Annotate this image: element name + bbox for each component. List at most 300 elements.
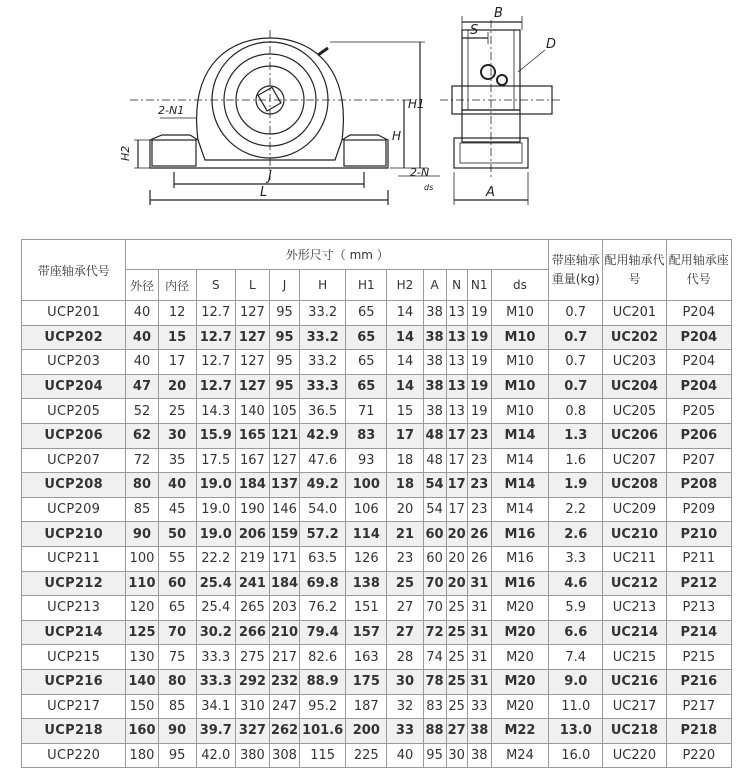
table-cell: 12.7 bbox=[196, 325, 235, 350]
header-col: N bbox=[446, 270, 467, 301]
table-cell: 0.7 bbox=[549, 325, 603, 350]
table-cell: 65 bbox=[346, 325, 387, 350]
table-cell: 327 bbox=[235, 719, 269, 744]
header-bearing-code: 配用轴承代号 bbox=[603, 240, 666, 301]
cell-model: UCP209 bbox=[22, 497, 126, 522]
table-cell: 180 bbox=[126, 743, 158, 768]
label-A: A bbox=[486, 185, 495, 200]
table-cell: 95 bbox=[269, 350, 299, 375]
table-cell: UC201 bbox=[603, 301, 666, 326]
table-cell: P214 bbox=[666, 620, 731, 645]
table-cell: 19 bbox=[467, 374, 491, 399]
table-cell: 33.2 bbox=[300, 301, 346, 326]
table-cell: 310 bbox=[235, 694, 269, 719]
table-cell: 163 bbox=[346, 645, 387, 670]
table-cell: P209 bbox=[666, 497, 731, 522]
table-row bbox=[22, 620, 732, 645]
table-cell: 40 bbox=[158, 473, 196, 498]
cell-model: UCP201 bbox=[22, 301, 126, 326]
table-cell: 14 bbox=[387, 374, 423, 399]
table-cell: 38 bbox=[423, 350, 446, 375]
table-cell: M20 bbox=[491, 645, 548, 670]
table-cell: 95 bbox=[269, 374, 299, 399]
table-row bbox=[22, 374, 732, 399]
table-row bbox=[22, 694, 732, 719]
table-cell: 262 bbox=[269, 719, 299, 744]
table-cell: UC209 bbox=[603, 497, 666, 522]
table-cell: 33.3 bbox=[196, 669, 235, 694]
table-row bbox=[22, 448, 732, 473]
table-cell: 27 bbox=[387, 620, 423, 645]
table-cell: 203 bbox=[269, 596, 299, 621]
label-S: S bbox=[470, 23, 479, 38]
table-cell: 167 bbox=[235, 448, 269, 473]
cell-model: UCP211 bbox=[22, 546, 126, 571]
table-cell: 30.2 bbox=[196, 620, 235, 645]
table-cell: 38 bbox=[423, 374, 446, 399]
table-row bbox=[22, 522, 732, 547]
table-cell: P204 bbox=[666, 350, 731, 375]
table-cell: 1.6 bbox=[549, 448, 603, 473]
table-cell: 25 bbox=[446, 620, 467, 645]
table-cell: 4.6 bbox=[549, 571, 603, 596]
table-cell: 54 bbox=[423, 473, 446, 498]
table-cell: 30 bbox=[446, 743, 467, 768]
table-cell: 114 bbox=[346, 522, 387, 547]
table-cell: 38 bbox=[467, 719, 491, 744]
table-row bbox=[22, 719, 732, 744]
table-cell: 140 bbox=[235, 399, 269, 424]
table-cell: M10 bbox=[491, 399, 548, 424]
pillow-block-drawing bbox=[0, 0, 752, 235]
table-cell: 31 bbox=[467, 571, 491, 596]
table-cell: 32 bbox=[387, 694, 423, 719]
table-cell: 69.8 bbox=[300, 571, 346, 596]
table-cell: 80 bbox=[126, 473, 158, 498]
table-cell: 247 bbox=[269, 694, 299, 719]
table-cell: 25 bbox=[446, 694, 467, 719]
table-cell: 80 bbox=[158, 669, 196, 694]
front-right-foot bbox=[344, 140, 386, 166]
table-cell: 146 bbox=[269, 497, 299, 522]
table-cell: 25 bbox=[446, 645, 467, 670]
table-cell: 18 bbox=[387, 448, 423, 473]
front-keyway bbox=[258, 87, 281, 111]
header-col: S bbox=[196, 270, 235, 301]
table-cell: M16 bbox=[491, 522, 548, 547]
table-cell: 140 bbox=[126, 669, 158, 694]
table-cell: 82.6 bbox=[300, 645, 346, 670]
table-cell: P220 bbox=[666, 743, 731, 768]
technical-drawing bbox=[0, 0, 752, 235]
cell-model: UCP218 bbox=[22, 719, 126, 744]
table-cell: 165 bbox=[235, 423, 269, 448]
table-cell: 33.2 bbox=[300, 350, 346, 375]
table-cell: 127 bbox=[235, 325, 269, 350]
table-cell: 30 bbox=[158, 423, 196, 448]
table-cell: 15 bbox=[387, 399, 423, 424]
table-cell: M14 bbox=[491, 497, 548, 522]
table-cell: 12.7 bbox=[196, 301, 235, 326]
cell-model: UCP202 bbox=[22, 325, 126, 350]
table-cell: 171 bbox=[269, 546, 299, 571]
table-cell: 31 bbox=[467, 645, 491, 670]
table-cell: 33.2 bbox=[300, 325, 346, 350]
table-cell: 23 bbox=[467, 497, 491, 522]
table-cell: 83 bbox=[423, 694, 446, 719]
table-cell: 187 bbox=[346, 694, 387, 719]
table-cell: 0.7 bbox=[549, 350, 603, 375]
table-cell: 55 bbox=[158, 546, 196, 571]
table-cell: 23 bbox=[467, 423, 491, 448]
table-cell: UC215 bbox=[603, 645, 666, 670]
table-cell: 27 bbox=[387, 596, 423, 621]
table-cell: 13 bbox=[446, 301, 467, 326]
table-row bbox=[22, 301, 732, 326]
table-cell: 200 bbox=[346, 719, 387, 744]
table-cell: 159 bbox=[269, 522, 299, 547]
table-cell: 12 bbox=[158, 301, 196, 326]
table-cell: 275 bbox=[235, 645, 269, 670]
table-cell: 126 bbox=[346, 546, 387, 571]
table-cell: 137 bbox=[269, 473, 299, 498]
label-H2: H2 bbox=[119, 145, 132, 161]
table-cell: 217 bbox=[269, 645, 299, 670]
table-row bbox=[22, 350, 732, 375]
table-cell: 48 bbox=[423, 423, 446, 448]
table-cell: 76.2 bbox=[300, 596, 346, 621]
table-cell: 19 bbox=[467, 325, 491, 350]
table-row bbox=[22, 743, 732, 768]
table-cell: 27 bbox=[446, 719, 467, 744]
cell-model: UCP205 bbox=[22, 399, 126, 424]
label-2-N1: 2-N1 bbox=[158, 104, 185, 117]
table-row bbox=[22, 325, 732, 350]
table-cell: 40 bbox=[387, 743, 423, 768]
label-J: J bbox=[268, 169, 272, 184]
table-cell: 70 bbox=[158, 620, 196, 645]
label-H: H bbox=[392, 129, 402, 143]
table-row bbox=[22, 669, 732, 694]
cell-model: UCP213 bbox=[22, 596, 126, 621]
cell-model: UCP216 bbox=[22, 669, 126, 694]
table-cell: 31 bbox=[467, 620, 491, 645]
label-2-N: 2-N bbox=[410, 166, 430, 179]
cell-model: UCP206 bbox=[22, 423, 126, 448]
table-cell: 85 bbox=[158, 694, 196, 719]
table-cell: UC210 bbox=[603, 522, 666, 547]
table-cell: P206 bbox=[666, 423, 731, 448]
table-cell: 26 bbox=[467, 546, 491, 571]
table-cell: 17.5 bbox=[196, 448, 235, 473]
table-cell: 23 bbox=[387, 546, 423, 571]
table-cell: M14 bbox=[491, 448, 548, 473]
table-cell: 17 bbox=[446, 423, 467, 448]
table-cell: 225 bbox=[346, 743, 387, 768]
table-cell: M20 bbox=[491, 669, 548, 694]
table-cell: 184 bbox=[269, 571, 299, 596]
table-cell: UC208 bbox=[603, 473, 666, 498]
table-row bbox=[22, 596, 732, 621]
table-cell: 175 bbox=[346, 669, 387, 694]
table-cell: 22.2 bbox=[196, 546, 235, 571]
table-cell: 93 bbox=[346, 448, 387, 473]
table-cell: 17 bbox=[446, 448, 467, 473]
table-cell: 72 bbox=[423, 620, 446, 645]
table-cell: 36.5 bbox=[300, 399, 346, 424]
table-cell: 70 bbox=[423, 571, 446, 596]
table-cell: 54 bbox=[423, 497, 446, 522]
table-cell: 0.7 bbox=[549, 301, 603, 326]
table-cell: 110 bbox=[126, 571, 158, 596]
table-cell: 17 bbox=[446, 497, 467, 522]
table-cell: 7.4 bbox=[549, 645, 603, 670]
cell-model: UCP217 bbox=[22, 694, 126, 719]
table-cell: 47.6 bbox=[300, 448, 346, 473]
table-cell: 42.0 bbox=[196, 743, 235, 768]
table-cell: M20 bbox=[491, 596, 548, 621]
table-cell: 17 bbox=[158, 350, 196, 375]
table-cell: 40 bbox=[126, 350, 158, 375]
table-cell: 9.0 bbox=[549, 669, 603, 694]
cell-model: UCP207 bbox=[22, 448, 126, 473]
table-cell: 2.2 bbox=[549, 497, 603, 522]
table-cell: 2.6 bbox=[549, 522, 603, 547]
table-cell: UC204 bbox=[603, 374, 666, 399]
table-cell: 52 bbox=[126, 399, 158, 424]
table-cell: P208 bbox=[666, 473, 731, 498]
table-cell: UC216 bbox=[603, 669, 666, 694]
table-cell: 125 bbox=[126, 620, 158, 645]
table-cell: M14 bbox=[491, 423, 548, 448]
table-cell: P213 bbox=[666, 596, 731, 621]
cell-model: UCP214 bbox=[22, 620, 126, 645]
table-cell: 14 bbox=[387, 301, 423, 326]
header-housing-code: 配用轴承座代号 bbox=[666, 240, 731, 301]
table-cell: 38 bbox=[467, 743, 491, 768]
table-cell: M10 bbox=[491, 325, 548, 350]
table-cell: M20 bbox=[491, 620, 548, 645]
table-cell: 48 bbox=[423, 448, 446, 473]
table-cell: P217 bbox=[666, 694, 731, 719]
table-cell: 42.9 bbox=[300, 423, 346, 448]
header-col: N1 bbox=[467, 270, 491, 301]
table-cell: 19.0 bbox=[196, 497, 235, 522]
table-cell: 1.9 bbox=[549, 473, 603, 498]
table-cell: UC213 bbox=[603, 596, 666, 621]
table-cell: M10 bbox=[491, 350, 548, 375]
table-cell: 45 bbox=[158, 497, 196, 522]
table-cell: 85 bbox=[126, 497, 158, 522]
table-cell: 101.6 bbox=[300, 719, 346, 744]
table-cell: 83 bbox=[346, 423, 387, 448]
table-cell: 17 bbox=[446, 473, 467, 498]
table-cell: 60 bbox=[158, 571, 196, 596]
table-cell: M24 bbox=[491, 743, 548, 768]
table-cell: 33.3 bbox=[196, 645, 235, 670]
table-cell: 31 bbox=[467, 596, 491, 621]
header-col: 内径 bbox=[158, 270, 196, 301]
table-cell: 0.8 bbox=[549, 399, 603, 424]
table-cell: 25 bbox=[446, 596, 467, 621]
label-ds: ds bbox=[424, 183, 434, 192]
header-dims-group: 外形尺寸（ mm ） bbox=[126, 240, 549, 270]
table-cell: 12.7 bbox=[196, 350, 235, 375]
table-cell: P218 bbox=[666, 719, 731, 744]
header-model: 带座轴承代号 bbox=[22, 240, 126, 301]
table-cell: 20 bbox=[387, 497, 423, 522]
table-cell: UC203 bbox=[603, 350, 666, 375]
header-col: ds bbox=[491, 270, 548, 301]
table-cell: 49.2 bbox=[300, 473, 346, 498]
table-cell: 88 bbox=[423, 719, 446, 744]
table-cell: 74 bbox=[423, 645, 446, 670]
table-row bbox=[22, 546, 732, 571]
table-cell: 57.2 bbox=[300, 522, 346, 547]
table-cell: 138 bbox=[346, 571, 387, 596]
table-cell: 380 bbox=[235, 743, 269, 768]
table-cell: 23 bbox=[467, 448, 491, 473]
label-D: D bbox=[546, 37, 557, 52]
table-cell: 47 bbox=[126, 374, 158, 399]
table-cell: UC220 bbox=[603, 743, 666, 768]
table-cell: 79.4 bbox=[300, 620, 346, 645]
cell-model: UCP203 bbox=[22, 350, 126, 375]
table-row bbox=[22, 571, 732, 596]
table-cell: 14.3 bbox=[196, 399, 235, 424]
table-cell: 35 bbox=[158, 448, 196, 473]
table-cell: 39.7 bbox=[196, 719, 235, 744]
table-cell: 38 bbox=[423, 399, 446, 424]
table-cell: 100 bbox=[126, 546, 158, 571]
header-col: A bbox=[423, 270, 446, 301]
table-cell: 14 bbox=[387, 325, 423, 350]
table-cell: 33.3 bbox=[300, 374, 346, 399]
table-cell: M14 bbox=[491, 473, 548, 498]
table-cell: UC211 bbox=[603, 546, 666, 571]
table-cell: 23 bbox=[467, 473, 491, 498]
cell-model: UCP208 bbox=[22, 473, 126, 498]
table-cell: 30 bbox=[387, 669, 423, 694]
table-cell: 38 bbox=[423, 301, 446, 326]
label-B: B bbox=[494, 6, 503, 21]
table-cell: 25 bbox=[446, 669, 467, 694]
table-cell: 1.3 bbox=[549, 423, 603, 448]
table-cell: 25 bbox=[158, 399, 196, 424]
table-cell: M16 bbox=[491, 546, 548, 571]
table-cell: P204 bbox=[666, 325, 731, 350]
table-cell: UC205 bbox=[603, 399, 666, 424]
table-cell: 14 bbox=[387, 350, 423, 375]
table-cell: 65 bbox=[346, 301, 387, 326]
table-cell: 19.0 bbox=[196, 522, 235, 547]
table-cell: P207 bbox=[666, 448, 731, 473]
table-cell: 12.7 bbox=[196, 374, 235, 399]
table-cell: 0.7 bbox=[549, 374, 603, 399]
table-cell: 13 bbox=[446, 350, 467, 375]
table-cell: 5.9 bbox=[549, 596, 603, 621]
table-cell: 38 bbox=[423, 325, 446, 350]
table-cell: P204 bbox=[666, 301, 731, 326]
table-cell: 20 bbox=[446, 522, 467, 547]
table-cell: 95.2 bbox=[300, 694, 346, 719]
table-cell: 65 bbox=[346, 350, 387, 375]
table-cell: 63.5 bbox=[300, 546, 346, 571]
table-cell: 11.0 bbox=[549, 694, 603, 719]
table-cell: 33 bbox=[387, 719, 423, 744]
table-cell: 150 bbox=[126, 694, 158, 719]
table-cell: UC212 bbox=[603, 571, 666, 596]
label-H1: H1 bbox=[408, 97, 425, 111]
table-cell: M10 bbox=[491, 301, 548, 326]
header-col: H1 bbox=[346, 270, 387, 301]
table-cell: 34.1 bbox=[196, 694, 235, 719]
dim-D-leader bbox=[518, 50, 545, 72]
table-cell: 28 bbox=[387, 645, 423, 670]
table-cell: 130 bbox=[126, 645, 158, 670]
table-cell: UC218 bbox=[603, 719, 666, 744]
table-cell: M22 bbox=[491, 719, 548, 744]
table-cell: 120 bbox=[126, 596, 158, 621]
table-cell: 25 bbox=[387, 571, 423, 596]
table-row bbox=[22, 645, 732, 670]
table-cell: 33 bbox=[467, 694, 491, 719]
table-cell: 95 bbox=[423, 743, 446, 768]
table-cell: 65 bbox=[346, 374, 387, 399]
table-cell: UC207 bbox=[603, 448, 666, 473]
table-cell: 72 bbox=[126, 448, 158, 473]
table-cell: 13 bbox=[446, 399, 467, 424]
table-cell: 60 bbox=[423, 522, 446, 547]
header-col: L bbox=[235, 270, 269, 301]
table-cell: 232 bbox=[269, 669, 299, 694]
table-cell: UC206 bbox=[603, 423, 666, 448]
table-cell: 95 bbox=[269, 301, 299, 326]
table-cell: 3.3 bbox=[549, 546, 603, 571]
table-cell: 266 bbox=[235, 620, 269, 645]
front-left-foot bbox=[152, 140, 196, 166]
cell-model: UCP220 bbox=[22, 743, 126, 768]
cell-model: UCP210 bbox=[22, 522, 126, 547]
table-cell: 184 bbox=[235, 473, 269, 498]
table-row bbox=[22, 497, 732, 522]
cell-model: UCP204 bbox=[22, 374, 126, 399]
table-cell: 127 bbox=[235, 350, 269, 375]
table-cell: 127 bbox=[235, 374, 269, 399]
table-cell: 219 bbox=[235, 546, 269, 571]
table-cell: P212 bbox=[666, 571, 731, 596]
table-cell: 20 bbox=[446, 571, 467, 596]
table-cell: 62 bbox=[126, 423, 158, 448]
table-cell: 70 bbox=[423, 596, 446, 621]
table-cell: 31 bbox=[467, 669, 491, 694]
table-cell: 105 bbox=[269, 399, 299, 424]
header-col: J bbox=[269, 270, 299, 301]
table-cell: 127 bbox=[235, 301, 269, 326]
table-cell: UC214 bbox=[603, 620, 666, 645]
table-cell: 106 bbox=[346, 497, 387, 522]
table-cell: M10 bbox=[491, 374, 548, 399]
table-row bbox=[22, 473, 732, 498]
table-cell: 6.6 bbox=[549, 620, 603, 645]
table-cell: 95 bbox=[158, 743, 196, 768]
table-cell: 292 bbox=[235, 669, 269, 694]
table-cell: P210 bbox=[666, 522, 731, 547]
cell-model: UCP212 bbox=[22, 571, 126, 596]
table-cell: P205 bbox=[666, 399, 731, 424]
table-cell: 54.0 bbox=[300, 497, 346, 522]
table-cell: 115 bbox=[300, 743, 346, 768]
